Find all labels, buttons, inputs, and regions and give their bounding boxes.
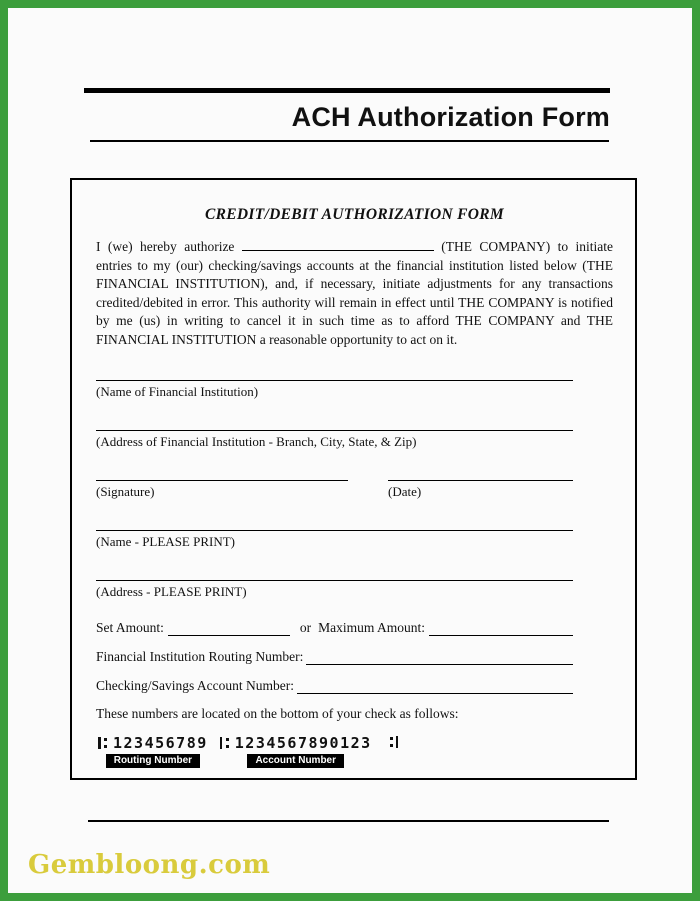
- address-print-caption: (Address - PLEASE PRINT): [96, 584, 247, 599]
- company-name-line: [242, 238, 434, 251]
- micr-routing-group: [98, 734, 208, 768]
- routing-number-label: Financial Institution Routing Number:: [96, 649, 304, 664]
- document-page: [8, 8, 692, 893]
- watermark: Gembloong.com: [28, 850, 271, 880]
- date-caption: (Date): [388, 484, 422, 499]
- intro-text-after: (THE COMPANY) to initiate entries to my (our) checking/savings accounts at the financial institution listed below (THE FINANCIAL INSTITUTION), and, if necessary, initiate adjustments for any transactions credited/debited in error. This authority will remain in effect until THE COMPANY is notified by me (us) in writing to cancel it in such time as to afford THE COMPANY and THE FINANCIAL INSTITUTION a reasonable opportunity to act on it.: [96, 239, 614, 347]
- form-title: CREDIT/DEBIT AUTHORIZATION FORM: [205, 206, 504, 223]
- account-number-row: [96, 677, 573, 694]
- signature-line: [96, 467, 348, 481]
- signature-date-row: [96, 467, 573, 499]
- check-location-note: These numbers are located on the bottom of your check as follows:: [96, 706, 459, 721]
- footer-rule: [88, 820, 609, 822]
- intro-text-before: I (we) hereby authorize: [96, 239, 235, 254]
- financial-institution-address-caption: (Address of Financial Institution - Branch, City, State, & Zip): [96, 434, 417, 449]
- routing-number-line: [306, 649, 573, 665]
- field-financial-institution-name: [96, 367, 573, 399]
- field-date: [388, 467, 573, 499]
- routing-number-chip: Routing Number: [106, 754, 200, 768]
- micr-account-digits-row: [220, 734, 372, 752]
- account-number-line: [297, 678, 573, 694]
- field-signature: [96, 467, 348, 499]
- field-financial-institution-address: [96, 417, 573, 449]
- micr-account-group: [220, 734, 372, 768]
- micr-line: [98, 734, 613, 768]
- or-label: or: [299, 620, 312, 635]
- micr-transit-icon: [220, 736, 231, 750]
- amount-row: [96, 619, 573, 636]
- micr-account-digits: 1234567890123: [234, 734, 372, 752]
- header-top-rule: [84, 88, 610, 93]
- maximum-amount-line: [429, 620, 573, 636]
- set-amount-label: Set Amount:: [96, 620, 164, 635]
- name-print-line: [96, 517, 573, 531]
- account-number-chip: Account Number: [247, 754, 344, 768]
- authorization-form-box: [70, 178, 637, 780]
- set-amount-line: [168, 620, 290, 636]
- micr-routing-digits: 123456789: [113, 734, 208, 752]
- maximum-amount-label: Maximum Amount:: [318, 620, 426, 635]
- page-title: ACH Authorization Form: [291, 102, 610, 132]
- address-print-line: [96, 567, 573, 581]
- routing-number-row: [96, 648, 573, 665]
- financial-institution-name-caption: (Name of Financial Institution): [96, 384, 259, 399]
- authorization-paragraph: [96, 238, 613, 349]
- micr-transit-icon: [98, 736, 109, 750]
- account-number-label: Checking/Savings Account Number:: [96, 678, 294, 693]
- field-address-print: [96, 567, 573, 599]
- field-name-print: [96, 517, 573, 549]
- financial-institution-name-line: [96, 367, 573, 381]
- micr-routing-digits-row: [98, 734, 208, 752]
- name-print-caption: (Name - PLEASE PRINT): [96, 534, 236, 549]
- date-line: [388, 467, 573, 481]
- header-bottom-rule: [90, 140, 609, 142]
- signature-caption: (Signature): [96, 484, 155, 499]
- micr-onus-icon: [390, 735, 399, 749]
- financial-institution-address-line: [96, 417, 573, 431]
